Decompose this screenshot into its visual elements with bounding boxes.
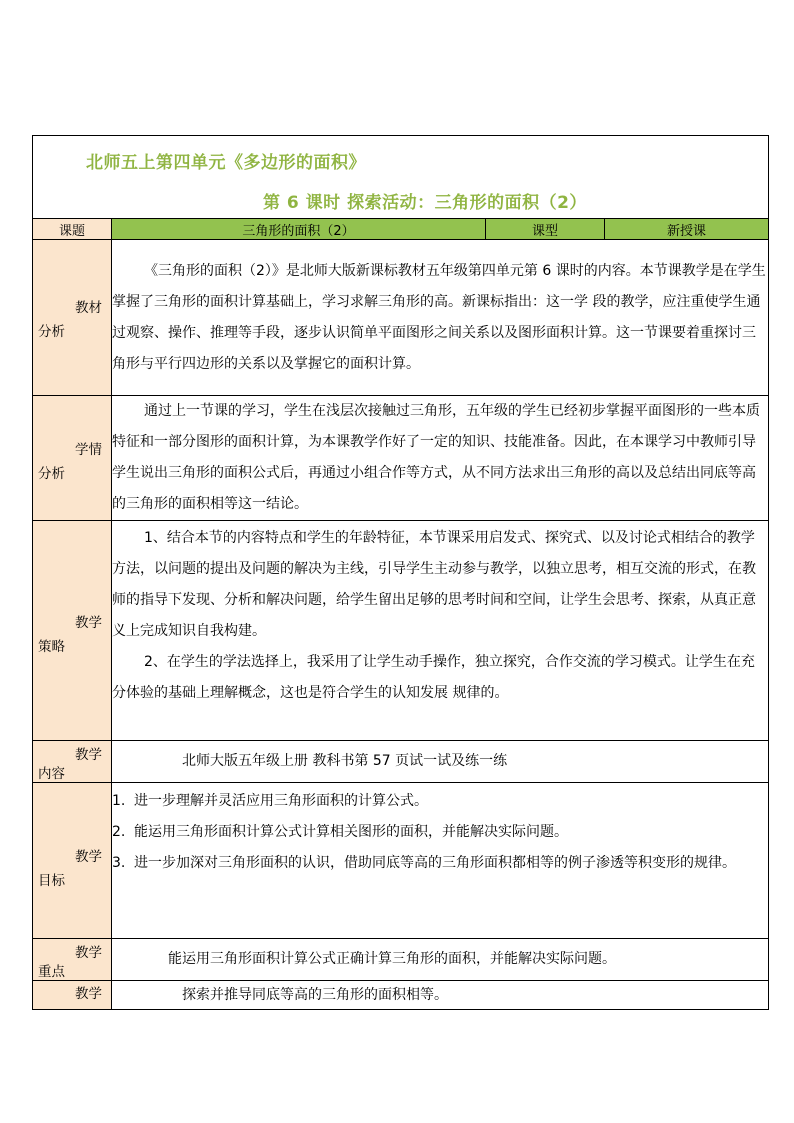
lesson-plan-table [32, 135, 769, 1010]
celue-row [33, 521, 769, 741]
jiaocai-label: 教材 分析 [33, 240, 112, 396]
goal-item: 3. 进一步加深对三角形面积的认识，借助同底等高的三角形面积都相等的例子渗透等积变形的规律。 [112, 855, 736, 871]
jiaocai-row [33, 240, 769, 396]
xueqing-content [112, 396, 769, 521]
keti-label: 课题 [33, 219, 112, 240]
celue-content [112, 521, 769, 741]
info-row [33, 219, 769, 240]
xueqing-row [33, 396, 769, 521]
celue-para-1: 1、结合本节的内容特点和学生的年龄特征，本节课采用启发式、探究式、以及讨论式相结合的教学方法，以问题的提出及问题的解决为主线，引导学生主动参与教学，以独立思考，相互交流的形式，在教师的指导下发现、分析和解决问题，给学生留出足够的思考时间和空间，让学生会思考、探索，从真正意 义上完成知识自我构建。 [112, 530, 756, 639]
xueqing-label: 学情 分析 [33, 396, 112, 521]
xueqing-text: 通过上一节课的学习，学生在浅层次接触过三角形，五年级的学生已经初步掌握平面图形的一些本质特征和一部分图形的面积计算，为本课教学作好了一定的知识、技能准备。因此，在本课学习中教师引导学生说出三角形的面积公式后，再通过小组合作等方式，从不同方法求出三角形的高以及总结出同底等高的三角形的面积相等这一结论。 [112, 403, 760, 512]
neirong-row [33, 741, 769, 783]
nandian-content: 探索并推导同底等高的三角形的面积相等。 [112, 981, 769, 1010]
mubiao-label: 教学 目标 [33, 783, 112, 939]
mubiao-content [112, 783, 769, 939]
title-row [33, 136, 769, 219]
celue-para-2: 2、在学生的学法选择上，我采用了让学生动手操作，独立探究，合作交流的学习模式。让学生在充分体验的基础上理解概念，这也是符合学生的认知发展 规律的。 [112, 654, 755, 701]
goal-item: 2. 能运用三角形面积计算公式计算相关图形的面积，并能解决实际问题。 [112, 824, 568, 840]
jiaocai-content [112, 240, 769, 396]
nandian-row [33, 981, 769, 1010]
title-cell [33, 136, 769, 219]
mubiao-row [33, 783, 769, 939]
keti-value: 三角形的面积（2） [112, 219, 486, 240]
unit-title: 北师五上第四单元《多边形的面积》 [86, 153, 366, 173]
neirong-content: 北师大版五年级上册 教科书第 57 页试一试及练一练 [112, 741, 769, 783]
lesson-plan-sheet [32, 135, 768, 1010]
lesson-title: 第 6 课时 探索活动：三角形的面积（2） [263, 193, 587, 213]
zhongdian-label: 教学 重点 [33, 939, 112, 981]
zhongdian-row [33, 939, 769, 981]
celue-label: 教学 策略 [33, 521, 112, 741]
zhongdian-content: 能运用三角形面积计算公式正确计算三角形的面积，并能解决实际问题。 [112, 939, 769, 981]
nandian-label: 教学 [33, 981, 112, 1010]
type-value: 新授课 [605, 219, 769, 240]
neirong-label: 教学 内容 [33, 741, 112, 783]
jiaocai-text: 《三角形的面积（2）》是北师大版新课标教材五年级第四单元第 6 课时的内容。本节课教学是在学生掌握了三角形的面积计算基础上，学习求解三角形的高。新课标指出：这一学 段的教学，应注重使学生通过观察、操作、推理等手段，逐步认识简单平面图形之间关系以及图形面积计算。这一节课要着重探讨三角形与平行四边形的关系以及掌握它的面积计算。 [112, 262, 766, 372]
type-label: 课型 [486, 219, 605, 240]
goal-item: 1. 进一步理解并灵活应用三角形面积的计算公式。 [112, 793, 428, 809]
